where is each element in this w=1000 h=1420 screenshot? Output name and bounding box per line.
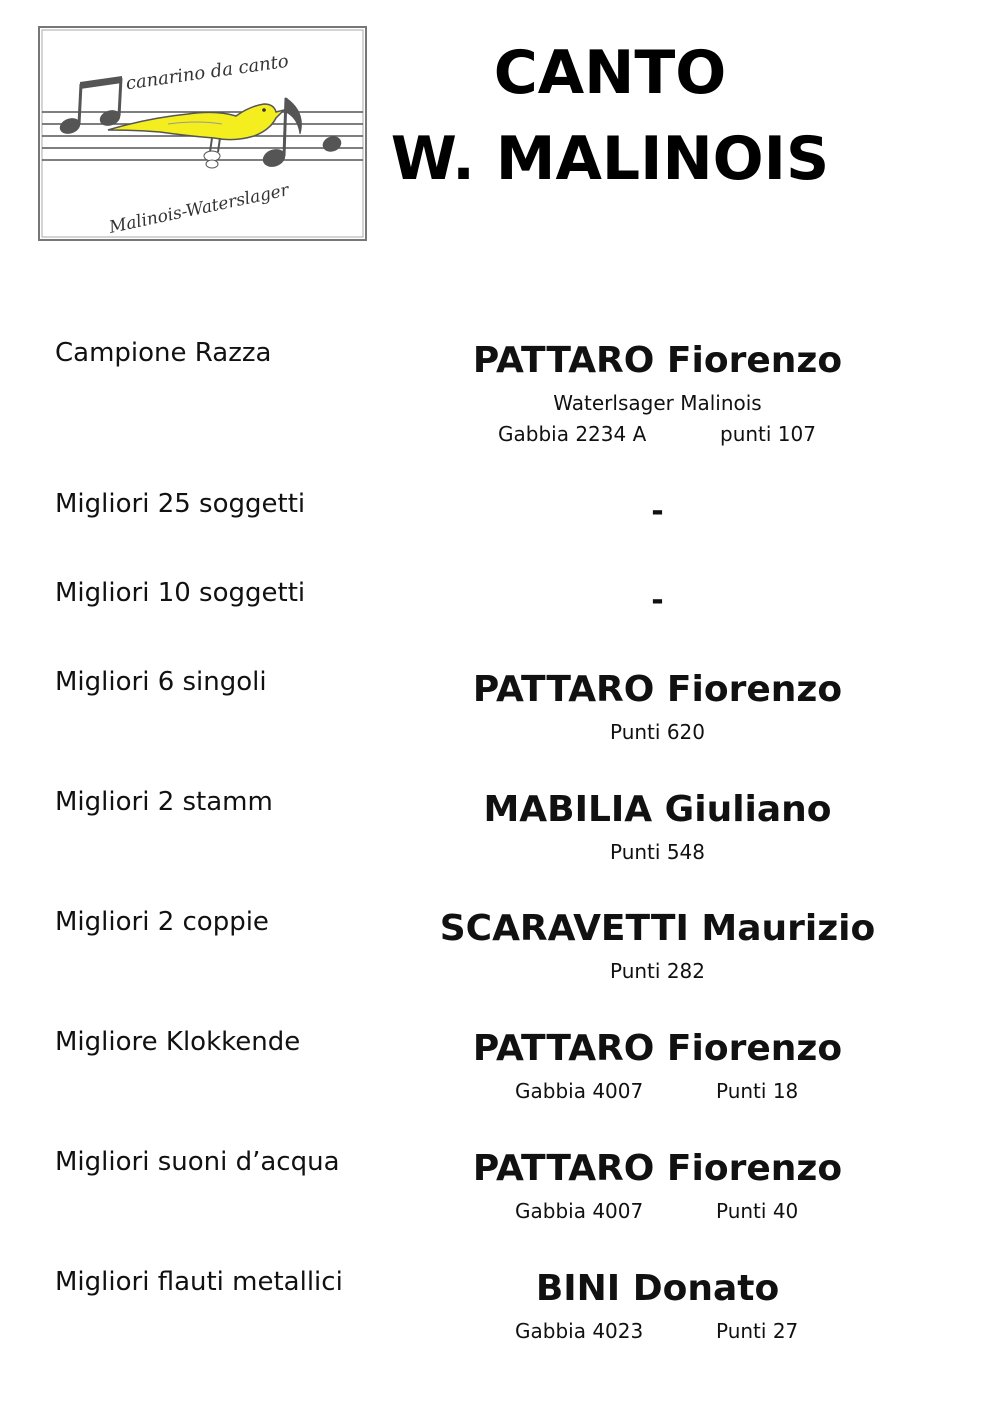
award-cage-number: Gabbia 4007: [515, 1079, 644, 1103]
award-winner-2-coppie: SCARAVETTI Maurizio: [439, 908, 876, 949]
award-cage-number: Gabbia 4007: [515, 1199, 644, 1223]
award-points: Punti 620: [610, 720, 705, 744]
award-label-flauti-metallici: Migliori flauti metallici: [55, 1267, 343, 1297]
award-label-klokkende: Migliore Klokkende: [55, 1027, 301, 1057]
club-logo: [38, 26, 367, 241]
award-label-2-coppie: Migliori 2 coppie: [55, 907, 269, 937]
award-points: Punti 548: [610, 840, 705, 864]
award-cage-number: Gabbia 2234 A: [498, 422, 647, 446]
award-label-6-singoli: Migliori 6 singoli: [55, 667, 267, 697]
award-label-10-soggetti: Migliori 10 soggetti: [55, 578, 306, 608]
award-cage-number: Gabbia 4023: [515, 1319, 644, 1343]
award-points: punti 107: [720, 422, 816, 446]
award-label-25-soggetti: Migliori 25 soggetti: [55, 489, 306, 519]
award-winner-10-soggetti: -: [651, 583, 664, 618]
award-winner-25-soggetti: -: [651, 494, 664, 529]
award-points: Punti 18: [716, 1079, 799, 1103]
award-winner-flauti-metallici: BINI Donato: [535, 1268, 780, 1309]
award-winner-campione-razza: PATTARO Fiorenzo: [472, 340, 843, 381]
award-winner-suoni-acqua: PATTARO Fiorenzo: [472, 1148, 843, 1189]
award-winner-2-stamm: MABILIA Giuliano: [483, 789, 832, 830]
logo-top-text: canarino da canto: [124, 50, 290, 95]
award-breed: Waterlsager Malinois: [553, 391, 762, 415]
award-winner-klokkende: PATTARO Fiorenzo: [472, 1028, 843, 1069]
page-title-line1: CANTO: [493, 38, 727, 108]
logo-graphic: [38, 26, 367, 241]
award-points: Punti 27: [716, 1319, 799, 1343]
logo-bottom-text: Malinois-Waterslager: [107, 180, 291, 238]
award-points: Punti 40: [716, 1199, 799, 1223]
award-points: Punti 282: [610, 959, 705, 983]
award-label-suoni-acqua: Migliori suoni d’acqua: [55, 1147, 340, 1177]
award-label-2-stamm: Migliori 2 stamm: [55, 787, 273, 817]
award-winner-6-singoli: PATTARO Fiorenzo: [472, 669, 843, 710]
page-title-line2: W. MALINOIS: [390, 124, 830, 194]
award-label-campione-razza: Campione Razza: [55, 338, 272, 368]
